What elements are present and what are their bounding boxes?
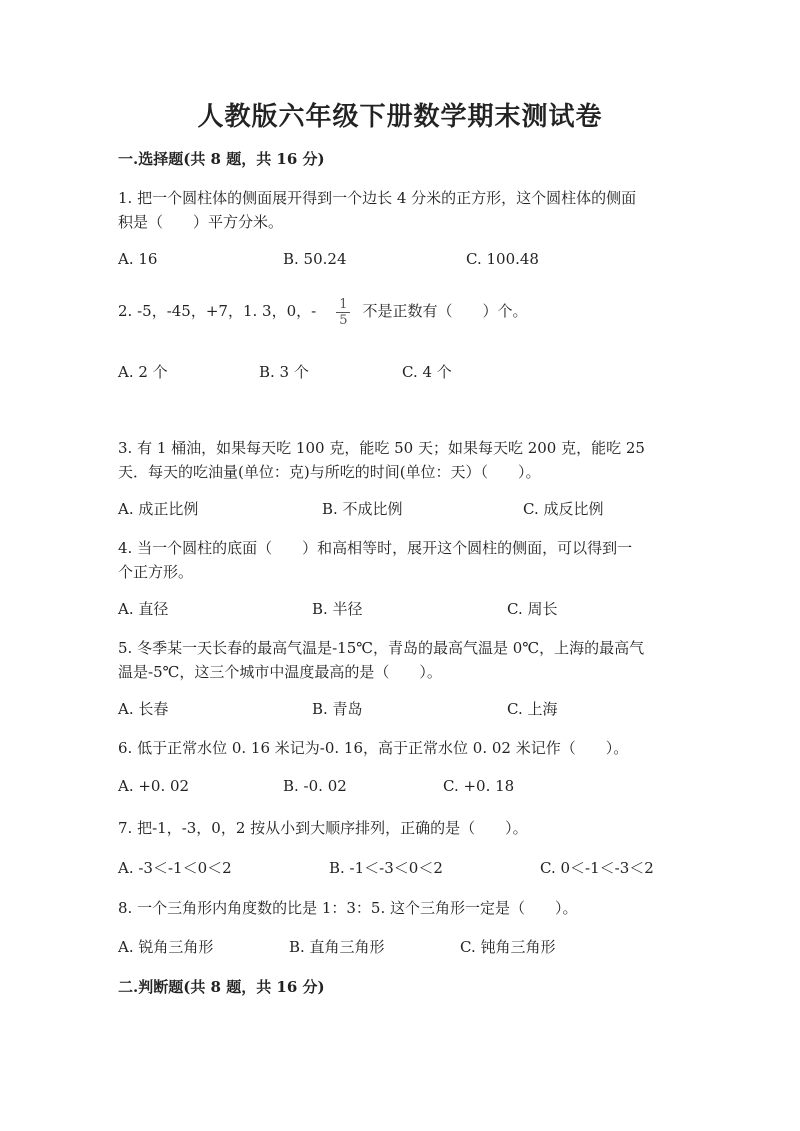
question-5-option-c: C. 上海: [507, 700, 558, 718]
question-7-option-c: C. 0＜-1＜-3＜2: [540, 859, 654, 877]
question-3-option-b: B. 不成比例: [322, 500, 403, 518]
question-2-option-c: C. 4 个: [402, 363, 452, 381]
question-5-option-b: B. 青岛: [312, 700, 363, 718]
question-2-option-b: B. 3 个: [259, 363, 309, 381]
question-6-option-b: B. -0. 02: [283, 777, 347, 795]
question-1-option-c: C. 100.48: [466, 250, 539, 268]
question-6-line-1: 6. 低于正常水位 0. 16 米记为-0. 16，高于正常水位 0. 02 米记作（ ）。: [118, 739, 629, 757]
question-7-option-b: B. -1＜-3＜0＜2: [329, 859, 443, 877]
question-5-line-2: 温是-5℃，这三个城市中温度最高的是（ ）。: [118, 663, 442, 681]
question-8-line-1: 8. 一个三角形内角度数的比是 1：3：5. 这个三角形一定是（ ）。: [118, 899, 578, 917]
question-6-option-a: A. +0. 02: [118, 777, 190, 795]
question-1-line-2: 积是（ ）平方分米。: [118, 213, 284, 231]
question-4-option-c: C. 周长: [507, 600, 558, 618]
question-3-line-1: 3. 有 1 桶油，如果每天吃 100 克，能吃 50 天；如果每天吃 200 克，能吃 25: [118, 439, 645, 457]
question-4-option-b: B. 半径: [312, 600, 363, 618]
question-7-line-1: 7. 把-1，-3，0，2 按从小到大顺序排列，正确的是（ ）。: [118, 819, 528, 837]
question-1-option-a: A. 16: [118, 250, 158, 268]
question-5-line-1: 5. 冬季某一天长春的最高气温是-15℃，青岛的最高气温是 0℃，上海的最高气: [118, 639, 645, 657]
fraction: [336, 297, 350, 328]
question-4-line-1: 4. 当一个圆柱的底面（ ）和高相等时，展开这个圆柱的侧面，可以得到一: [118, 539, 633, 557]
question-3-option-c: C. 成反比例: [523, 500, 604, 518]
question-2-line: [118, 296, 528, 328]
section-heading-choice: 一.选择题(共 8 题，共 16 分): [118, 150, 325, 168]
fraction-denominator: 5: [339, 312, 348, 328]
question-8-option-c: C. 钝角三角形: [460, 938, 556, 956]
question-8-option-b: B. 直角三角形: [289, 938, 385, 956]
question-7-option-a: A. -3＜-1＜0＜2: [118, 859, 232, 877]
question-3-option-a: A. 成正比例: [118, 500, 199, 518]
question-2-prefix: 2. -5，-45，+7，1. 3，0，-: [118, 302, 317, 320]
section-heading-judgement: 二.判断题(共 8 题，共 16 分): [118, 978, 325, 996]
question-4-line-2: 个正方形。: [118, 563, 194, 581]
question-4-option-a: A. 直径: [118, 600, 169, 618]
question-2-suffix: 不是正数有（ ）个。: [362, 302, 528, 320]
question-1-line-1: 1. 把一个圆柱体的侧面展开得到一个边长 4 分米的正方形，这个圆柱体的侧面: [118, 189, 637, 207]
question-2-option-a: A. 2 个: [118, 363, 168, 381]
question-8-option-a: A. 锐角三角形: [118, 938, 214, 956]
page-title: 人教版六年级下册数学期末测试卷: [197, 102, 603, 132]
fraction-numerator: 1: [336, 297, 350, 313]
question-5-option-a: A. 长春: [118, 700, 169, 718]
question-1-option-b: B. 50.24: [283, 250, 347, 268]
question-6-option-c: C. +0. 18: [443, 777, 515, 795]
question-3-line-2: 天．每天的吃油量(单位：克)与所吃的时间(单位：天）（ ）。: [118, 463, 541, 481]
